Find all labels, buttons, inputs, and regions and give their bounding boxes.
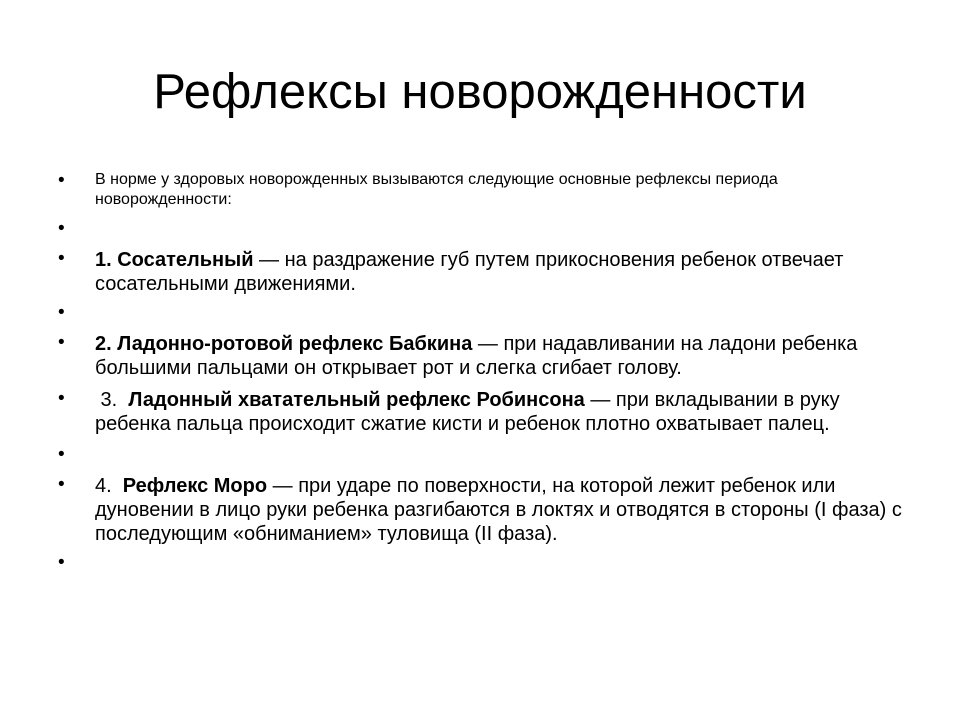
bullet-text [95, 170, 908, 210]
bullet-text [95, 474, 908, 546]
bullet-empty [58, 218, 908, 240]
reflex-description: — на раздражение губ путем прикосновения ребенок отвечает сосательными движениями. [95, 249, 844, 295]
reflex-name: 1. Сосательный [95, 249, 254, 271]
bullet-dot-icon: • [58, 302, 65, 323]
bullet-reflex-moro [58, 474, 908, 546]
bullet-intro [58, 170, 908, 210]
bullet-text [95, 388, 908, 436]
bullet-empty [58, 444, 908, 466]
bullet-body: В норме у здоровых новорожденных вызываются следующие основные рефлексы периода новорожденности: [95, 171, 778, 208]
bullet-text [95, 248, 908, 296]
reflex-name: 2. Ладонно-ротовой рефлекс Бабкина [95, 333, 473, 355]
bullet-dot-icon: • [58, 218, 65, 239]
reflex-description: — при вкладывании в руку ребенка пальца происходит сжатие кисти и ребенок плотно охватывает палец. [95, 389, 840, 435]
bullet-dot-icon: • [58, 552, 65, 573]
bullet-reflex-babkin [58, 332, 908, 380]
reflex-description: — при ударе по поверхности, на которой лежит ребенок или дуновении в лицо руки ребенка разгибаются в локтях и отводятся в стороны (I фаза) с последующим «обниманием» туловища (II фаза). [95, 475, 902, 545]
reflex-name: Ладонный хватательный рефлекс Робинсона [128, 389, 585, 411]
reflex-description: — при надавливании на ладони ребенка большими пальцами он открывает рот и слегка сгибает голову. [95, 333, 858, 379]
bullet-dot-icon: • [58, 474, 65, 495]
bullet-dot-icon: • [58, 248, 65, 269]
bullet-dot-icon: • [58, 332, 65, 353]
reflex-name: Рефлекс Моро [122, 475, 268, 497]
reflex-number: 4. [95, 475, 123, 497]
bullet-reflex-sucking [58, 248, 908, 296]
bullet-dot-icon: • [58, 444, 65, 465]
bullet-dot-icon: • [58, 170, 65, 191]
slide-title: Рефлексы новорожденности [153, 65, 807, 119]
bullet-reflex-robinson [58, 388, 908, 436]
bullet-dot-icon: • [58, 388, 65, 409]
bullet-empty [58, 302, 908, 324]
bullet-empty [58, 552, 908, 574]
reflex-number: 3. [95, 389, 129, 411]
bullet-text [95, 332, 908, 380]
bullet-list [58, 170, 908, 574]
